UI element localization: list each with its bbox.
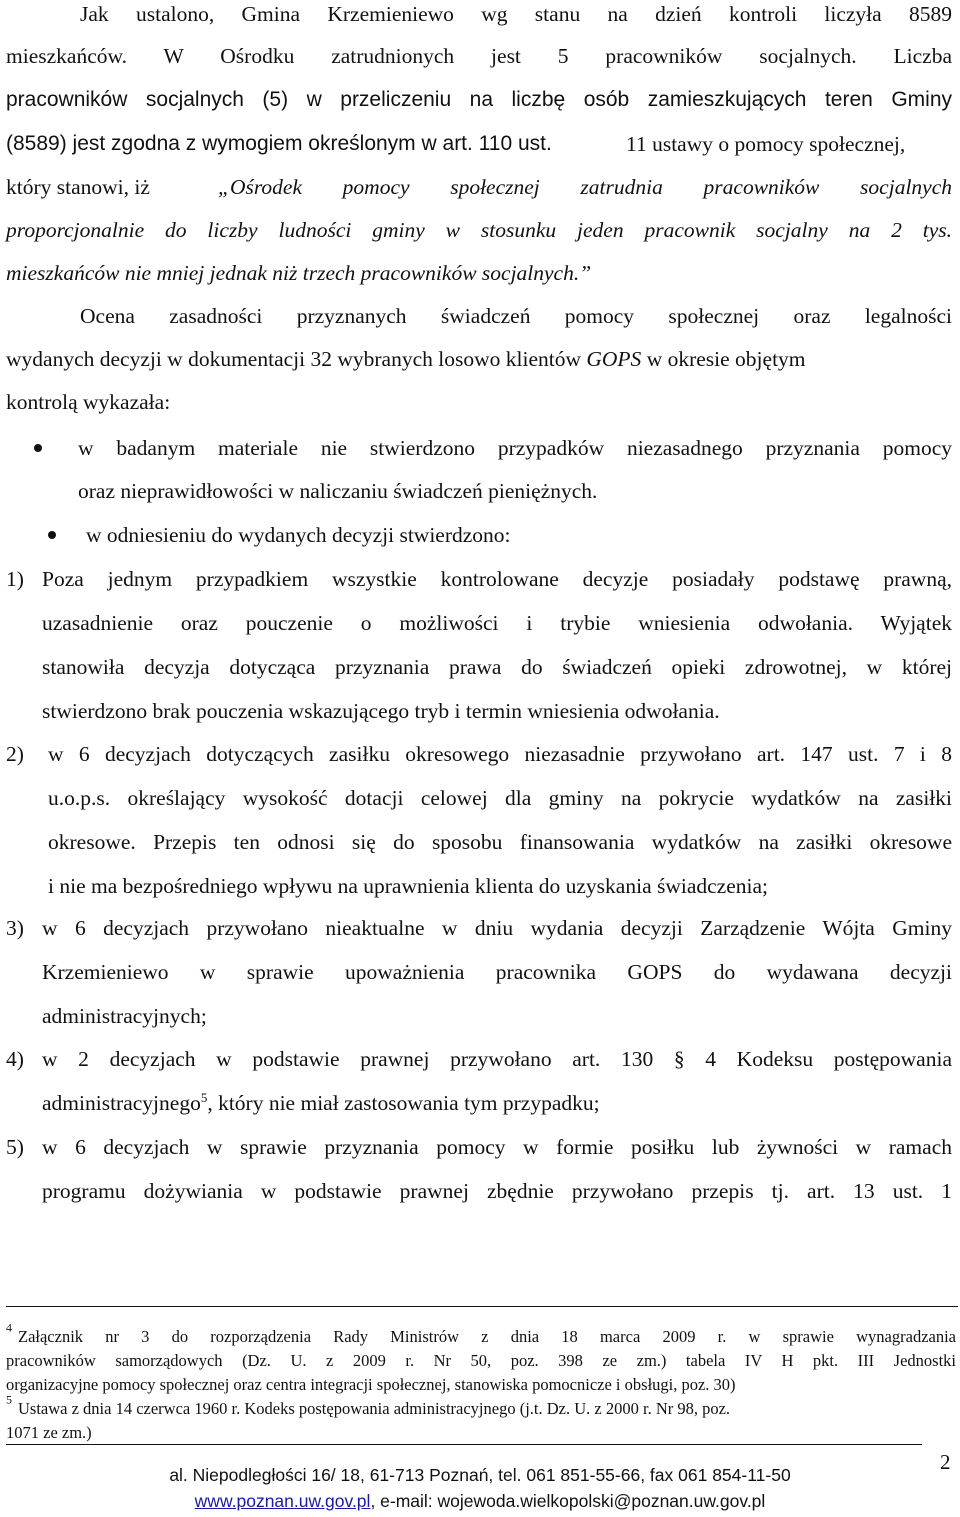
page-number: 2 [940,1450,951,1474]
list-line: Krzemieniewo w sprawie upoważnienia pracownika GOPS do wydawana decyzji [42,960,952,984]
quote-line: proporcjonalnie do liczby ludności gminy w stosunku jeden pracownik socjalny na 2 tys. [6,218,952,242]
list-line: w 6 decyzjach dotyczących zasiłku okresowego niezasadnie przywołano art. 147 ust. 7 i 8 [48,742,952,766]
list-line: Poza jednym przypadkiem wszystkie kontrolowane decyzje posiadały podstawę prawną, [42,567,952,591]
list-line: administracyjnych; [42,1004,207,1028]
bullet-line: oraz nieprawidłowości w naliczaniu świadczeń pieniężnych. [78,479,598,503]
body-line: Jak ustalono, Gmina Krzemieniewo wg stanu na dzień kontroli liczyła 8589 [80,2,952,26]
footnote-line: organizacyjne pomocy społecznej oraz centra integracji społecznej, stanowiska pomocnicze i obsługi, poz. 30) [6,1375,736,1394]
list-line: i nie ma bezpośredniego wpływu na uprawnienia klienta do uzyskania świadczenia; [48,874,769,898]
footnote-separator [6,1306,958,1307]
footer-address: al. Niepodległości 16/ 18, 61-713 Poznań, tel. 061 851-55-66, fax 061 854-11-50 [169,1465,791,1485]
body-line: pracowników socjalnych (5) w przeliczeniu na liczbę osób zamieszkujących teren Gminy [6,88,952,111]
footnote-line: Załącznik nr 3 do rozporządzenia Rady Ministrów z dnia 18 marca 2009 r. w sprawie wynagradzania [18,1327,956,1346]
body-line: 11 ustawy o pomocy społecznej, [626,132,906,156]
footer-separator [6,1444,922,1445]
list-line: u.o.p.s. określający wysokość dotacji celowej dla gminy na pokrycie wydatków na zasiłki [48,786,952,810]
body-line: który stanowi, iż [6,175,150,199]
website-link[interactable]: www.poznan.uw.gov.pl [194,1491,371,1511]
list-line: stanowiła decyzja dotycząca przyznania prawa do świadczeń opieki zdrowotnej, w której [42,655,952,679]
footnote [6,1394,12,1416]
list-number: 4) [6,1047,24,1071]
body-line: mieszkańców. W Ośrodku zatrudnionych jest 5 pracowników socjalnych. Liczba [6,44,952,68]
footer-email: , e-mail: wojewoda.wielkopolski@poznan.uw.gov.pl [370,1491,766,1511]
footnote-number: 4 [6,1320,12,1335]
list-line: w 6 decyzjach w sprawie przyznania pomocy w formie posiłku lub żywności w ramach [42,1135,952,1159]
body-text: w okresie objętym [646,347,806,371]
footnote [6,1322,12,1344]
footnote-ref[interactable]: 5 [200,1089,208,1105]
gops-abbrev: GOPS [586,347,642,371]
list-text: administracyjnego [42,1091,201,1115]
body-line: Ocena zasadności przyznanych świadczeń pomocy społecznej oraz legalności [80,304,952,328]
quote-line: „Ośrodek pomocy społecznej zatrudnia pracowników socjalnych [218,175,952,199]
list-line: w 6 decyzjach przywołano nieaktualne w dniu wydania decyzji Zarządzenie Wójta Gminy [42,916,952,940]
footnote-line: Ustawa z dnia 14 czerwca 1960 r. Kodeks postępowania administracyjnego (j.t. Dz. U. z 2000 r. Nr 98, poz. [18,1399,731,1418]
body-line [6,345,806,373]
list-line: uzasadnienie oraz pouczenie o możliwości i trybie wniesienia odwołania. Wyjątek [42,611,952,635]
list-line: w 2 decyzjach w podstawie prawnej przywołano art. 130 § 4 Kodeksu postępowania [42,1047,952,1071]
list-text: , który nie miał zastosowania tym przypadku; [207,1091,600,1115]
list-number: 2) [6,742,24,766]
bullet-icon [34,444,42,452]
list-number: 3) [6,916,24,940]
footnote-line: pracowników samorządowych (Dz. U. z 2009 r. Nr 50, poz. 398 ze zm.) tabela IV H pkt. III Jednostki [6,1351,956,1370]
list-number: 5) [6,1135,24,1159]
body-text: wydanych decyzji w dokumentacji 32 wybranych losowo klientów [6,347,581,371]
list-number: 1) [6,567,24,591]
footnote-line: 1071 ze zm.) [6,1423,92,1442]
quote-line: mieszkańców nie mniej jednak niż trzech pracowników socjalnych.” [6,261,592,285]
footer-contact [0,1489,960,1513]
footnote-number: 5 [6,1392,12,1407]
body-line: (8589) jest zgodna z wymogiem określonym w art. 110 ust. [6,132,552,155]
list-line: stwierdzono brak pouczenia wskazującego tryb i termin wniesienia odwołania. [42,699,720,723]
bullet-line: w odniesieniu do wydanych decyzji stwierdzono: [86,523,511,547]
list-line: programu dożywiania w podstawie prawnej zbędnie przywołano przepis tj. art. 13 ust. 1 [42,1179,952,1203]
bullet-line: w badanym materiale nie stwierdzono przypadków niezasadnego przyznania pomocy [78,436,952,460]
body-line: kontrolą wykazała: [6,390,171,414]
bullet-icon [48,531,56,539]
list-line [42,1089,600,1117]
list-line: okresowe. Przepis ten odnosi się do sposobu finansowania wydatków na zasiłki okresowe [48,830,952,854]
